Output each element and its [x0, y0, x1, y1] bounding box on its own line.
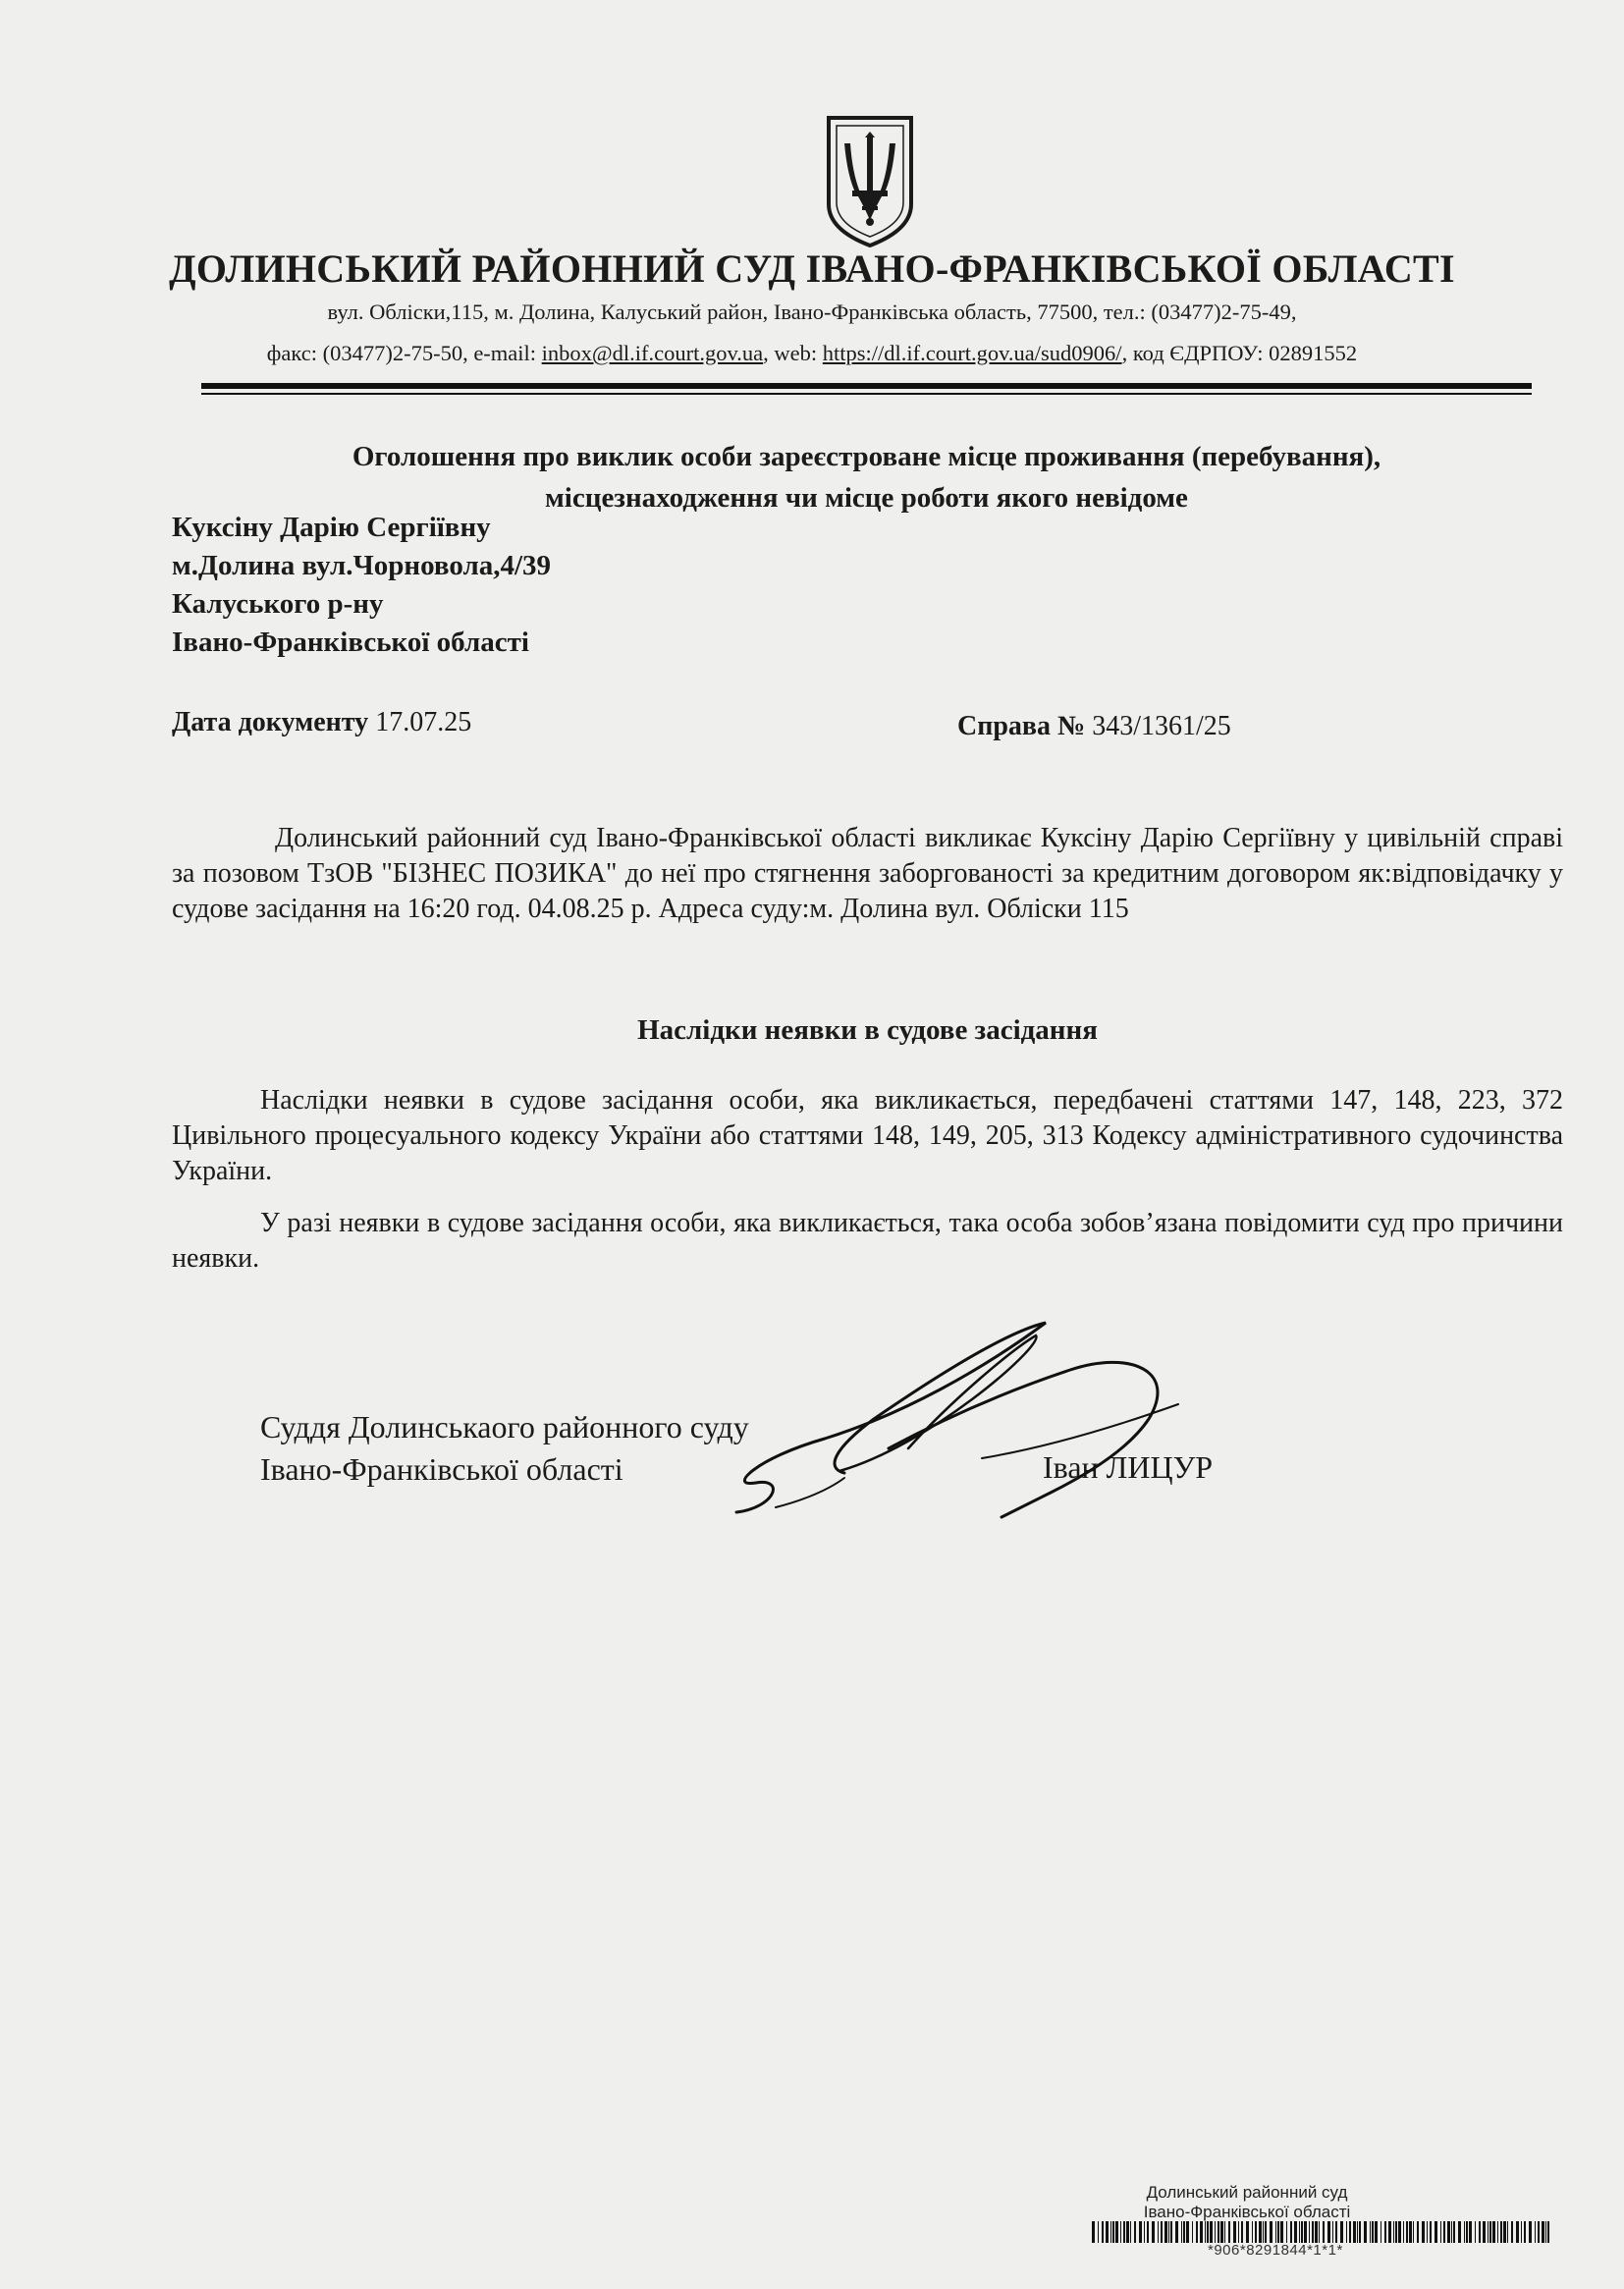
- barcode-bar: [1500, 2221, 1502, 2243]
- barcode-bar: [1246, 2221, 1249, 2243]
- barcode-bar: [1453, 2221, 1455, 2243]
- barcode-bar: [1152, 2221, 1155, 2243]
- barcode-bar: [1123, 2221, 1125, 2243]
- barcode-bar: [1393, 2221, 1394, 2243]
- barcode-bar: [1479, 2221, 1481, 2243]
- barcode-bar: [1542, 2221, 1544, 2243]
- barcode-bar: [1403, 2221, 1404, 2243]
- addressee-name: Куксіну Дарію Сергіївну: [172, 512, 491, 543]
- barcode-bar: [1364, 2221, 1367, 2243]
- barcode-bar: [1218, 2221, 1219, 2243]
- barcode-bar: [1497, 2221, 1498, 2243]
- date-label: Дата документу: [172, 707, 369, 737]
- barcode-bar: [1294, 2221, 1297, 2243]
- barcode-bar: [1340, 2221, 1343, 2243]
- barcode-bar: [1102, 2221, 1104, 2243]
- court-contacts: [0, 341, 1624, 366]
- barcode-bar: [1516, 2221, 1519, 2243]
- barcode-bar: [1372, 2221, 1374, 2243]
- barcode-bar: [1380, 2221, 1381, 2243]
- barcode-bar: [1181, 2221, 1182, 2243]
- notice-title-line2: місцезнаходження чи місце роботи якого невідоме: [545, 482, 1188, 514]
- barcode-bar: [1464, 2221, 1465, 2243]
- barcode-bar: [1205, 2221, 1206, 2243]
- barcode-bar: [1270, 2221, 1272, 2243]
- barcode-bar: [1110, 2221, 1111, 2243]
- barcode-bar: [1507, 2221, 1508, 2243]
- registration-stamp: [1080, 2183, 1414, 2222]
- barcode-bar: [1489, 2221, 1491, 2243]
- barcode-bar: [1134, 2221, 1136, 2243]
- barcode-bar: [1447, 2221, 1450, 2243]
- barcode-bar: [1319, 2221, 1320, 2243]
- barcode-bar: [1547, 2221, 1549, 2243]
- coat-of-arms-icon: [823, 114, 917, 249]
- website-link[interactable]: https://dl.if.court.gov.ua/sud0906/: [822, 341, 1122, 365]
- header-divider-thin: [201, 393, 1532, 395]
- judge-title: [260, 1406, 749, 1491]
- date-value: 17.07.25: [368, 707, 472, 737]
- barcode-bar: [1359, 2221, 1361, 2243]
- addressee-district: Калуського р-ну: [172, 588, 384, 620]
- stamp-line1: Долинський районний суд: [1146, 2183, 1348, 2202]
- barcode-bar: [1233, 2221, 1236, 2243]
- barcode-bar: [1427, 2221, 1428, 2243]
- barcode-bar: [1440, 2221, 1441, 2243]
- barcode-bar: [1315, 2221, 1318, 2243]
- consequences-title: Наслідки неявки в судове засідання: [637, 1014, 1098, 1046]
- barcode-bar: [1353, 2221, 1356, 2243]
- barcode-bar: [1511, 2221, 1513, 2243]
- barcode-bar: [1210, 2221, 1213, 2243]
- barcode-bar: [1395, 2221, 1397, 2243]
- barcode-bar: [1435, 2221, 1437, 2243]
- court-name: ДОЛИНСЬКИЙ РАЙОННИЙ СУД ІВАНО-ФРАНКІВСЬКОЇ ОБЛАСТІ: [169, 246, 1455, 291]
- judge-title-line1: Суддя Долинськаого районного суду: [260, 1409, 749, 1444]
- barcode-bar: [1430, 2221, 1432, 2243]
- header-divider: [201, 383, 1532, 389]
- barcode-bar: [1275, 2221, 1276, 2243]
- barcode-bar: [1357, 2221, 1358, 2243]
- barcode-bar: [1207, 2221, 1209, 2243]
- barcode-bar: [1130, 2221, 1131, 2243]
- barcode-bar: [1370, 2221, 1371, 2243]
- barcode-bar: [1228, 2221, 1230, 2243]
- judge-title-line2: Івано-Франківської області: [260, 1451, 623, 1487]
- barcode-bar: [1443, 2221, 1445, 2243]
- barcode-bar: [1112, 2221, 1114, 2243]
- barcode-bar: [1299, 2221, 1300, 2243]
- fax-text: факс: (03477)2-75-50, e-mail:: [266, 341, 542, 365]
- notify-paragraph: У разі неявки в судове засідання особи, яка викликається, така особа зобов’язана повідомити суд про причини неявки.: [172, 1208, 1563, 1274]
- barcode-bar: [1183, 2221, 1185, 2243]
- barcode-bar: [1147, 2221, 1149, 2243]
- barcode-bar: [1252, 2221, 1253, 2243]
- barcode-bar: [1139, 2221, 1142, 2243]
- barcode-bar: [1175, 2221, 1178, 2243]
- barcode-bar: [1413, 2221, 1414, 2243]
- addressee-block: [172, 509, 551, 662]
- barcode-bar: [1312, 2221, 1314, 2243]
- barcode-bar: [1168, 2221, 1169, 2243]
- case-number: [957, 711, 1231, 742]
- barcode-bar: [1375, 2221, 1378, 2243]
- stamp-line2: Івано-Франківської області: [1143, 2203, 1351, 2221]
- barcode-bar: [1170, 2221, 1172, 2243]
- barcode-bar: [1535, 2221, 1536, 2243]
- barcode-bar: [1417, 2221, 1419, 2243]
- barcode-bar: [1451, 2221, 1452, 2243]
- barcode-bar: [1224, 2221, 1225, 2243]
- barcode-bar: [1106, 2221, 1109, 2243]
- barcode-bar: [1406, 2221, 1408, 2243]
- handwritten-signature: [717, 1311, 1267, 1527]
- barcode-bar: [1346, 2221, 1347, 2243]
- barcode-bar: [1200, 2221, 1203, 2243]
- email-link[interactable]: inbox@dl.if.court.gov.ua: [541, 341, 764, 365]
- barcode-bar: [1092, 2221, 1095, 2243]
- barcode-bar: [1304, 2221, 1307, 2243]
- addressee-region: Івано-Франківської області: [172, 627, 529, 658]
- barcode-bar: [1503, 2221, 1506, 2243]
- barcode-bar: [1098, 2221, 1099, 2243]
- barcode-bar: [1301, 2221, 1303, 2243]
- barcode-bar: [1488, 2221, 1489, 2243]
- barcode-bar: [1492, 2221, 1495, 2243]
- barcode-bar: [1115, 2221, 1118, 2243]
- barcode-bar: [1335, 2221, 1337, 2243]
- barcode-bar: [1158, 2221, 1159, 2243]
- barcode-bar: [1349, 2221, 1351, 2243]
- court-address: вул. Обліски,115, м. Долина, Калуський район, Івано-Франківська область, 77500, тел.: (03477)2-75-49,: [327, 300, 1297, 324]
- barcode-bar: [1161, 2221, 1163, 2243]
- barcode-bar: [1458, 2221, 1461, 2243]
- barcode-bar: [1545, 2221, 1546, 2243]
- barcode: [1092, 2221, 1553, 2243]
- barcode-bar: [1196, 2221, 1198, 2243]
- summons-paragraph: Долинський районний суд Івано-Франківської області викликає Куксіну Дарію Сергіївну у цивільній справі за позовом ТзОВ "БІЗНЕС ПОЗИКА" до неї про стягнення заборгованості за кредитним договором як:відповідачку у судове засідання на 16:20 год. 04.08.25 р. Адреса суду:м. Долина вул. Обліски 115: [172, 823, 1563, 924]
- barcode-bar: [1398, 2221, 1401, 2243]
- barcode-bar: [1263, 2221, 1264, 2243]
- notice-title-line1: Оголошення про виклик особи зареєстроване місце проживання (перебування),: [352, 441, 1381, 472]
- barcode-bar: [1332, 2221, 1333, 2243]
- barcode-bar: [1409, 2221, 1412, 2243]
- barcode-bar: [1384, 2221, 1386, 2243]
- barcode-bar: [1466, 2221, 1468, 2243]
- barcode-number: *906*8291844*1*1*: [1208, 2242, 1343, 2259]
- document-date: [172, 707, 471, 738]
- barcode-bar: [1265, 2221, 1267, 2243]
- barcode-bar: [1238, 2221, 1239, 2243]
- barcode-bar: [1277, 2221, 1279, 2243]
- barcode-bar: [1186, 2221, 1189, 2243]
- consequences-paragraph: Наслідки неявки в судове засідання особи, яка викликається, передбачені статтями 147, 148, 223, 372 Цивільного процесуального кодексу України або статтями 148, 149, 205, 313 Кодексу адміністративного судочинства України.: [172, 1085, 1563, 1186]
- barcode-bar: [1529, 2221, 1532, 2243]
- barcode-bar: [1215, 2221, 1216, 2243]
- case-value: 343/1361/25: [1085, 711, 1231, 741]
- barcode-bar: [1538, 2221, 1540, 2243]
- barcode-bar: [1164, 2221, 1167, 2243]
- barcode-bar: [1280, 2221, 1283, 2243]
- edrpou-text: , код ЄДРПОУ: 02891552: [1121, 341, 1358, 365]
- barcode-bar: [1469, 2221, 1472, 2243]
- barcode-bar: [1286, 2221, 1287, 2243]
- barcode-bar: [1192, 2221, 1193, 2243]
- barcode-bar: [1220, 2221, 1223, 2243]
- barcode-bar: [1259, 2221, 1262, 2243]
- barcode-bar: [1422, 2221, 1425, 2243]
- barcode-bar: [1475, 2221, 1476, 2243]
- barcode-bar: [1327, 2221, 1330, 2243]
- barcode-bar: [1483, 2221, 1486, 2243]
- barcode-bar: [1521, 2221, 1522, 2243]
- barcode-bar: [1309, 2221, 1310, 2243]
- barcode-bar: [1323, 2221, 1325, 2243]
- barcode-bar: [1126, 2221, 1129, 2243]
- barcode-bar: [1120, 2221, 1121, 2243]
- judge-name: Іван ЛИЦУР: [1043, 1449, 1214, 1485]
- barcode-bar: [1388, 2221, 1391, 2243]
- barcode-bar: [1290, 2221, 1292, 2243]
- notice-title: [201, 436, 1532, 518]
- barcode-bar: [1144, 2221, 1145, 2243]
- web-prefix: , web:: [763, 341, 823, 365]
- barcode-bar: [1241, 2221, 1243, 2243]
- barcode-bar: [1524, 2221, 1526, 2243]
- barcode-bar: [1255, 2221, 1257, 2243]
- case-label: Справа №: [957, 711, 1086, 741]
- addressee-street: м.Долина вул.Чорновола,4/39: [172, 550, 552, 581]
